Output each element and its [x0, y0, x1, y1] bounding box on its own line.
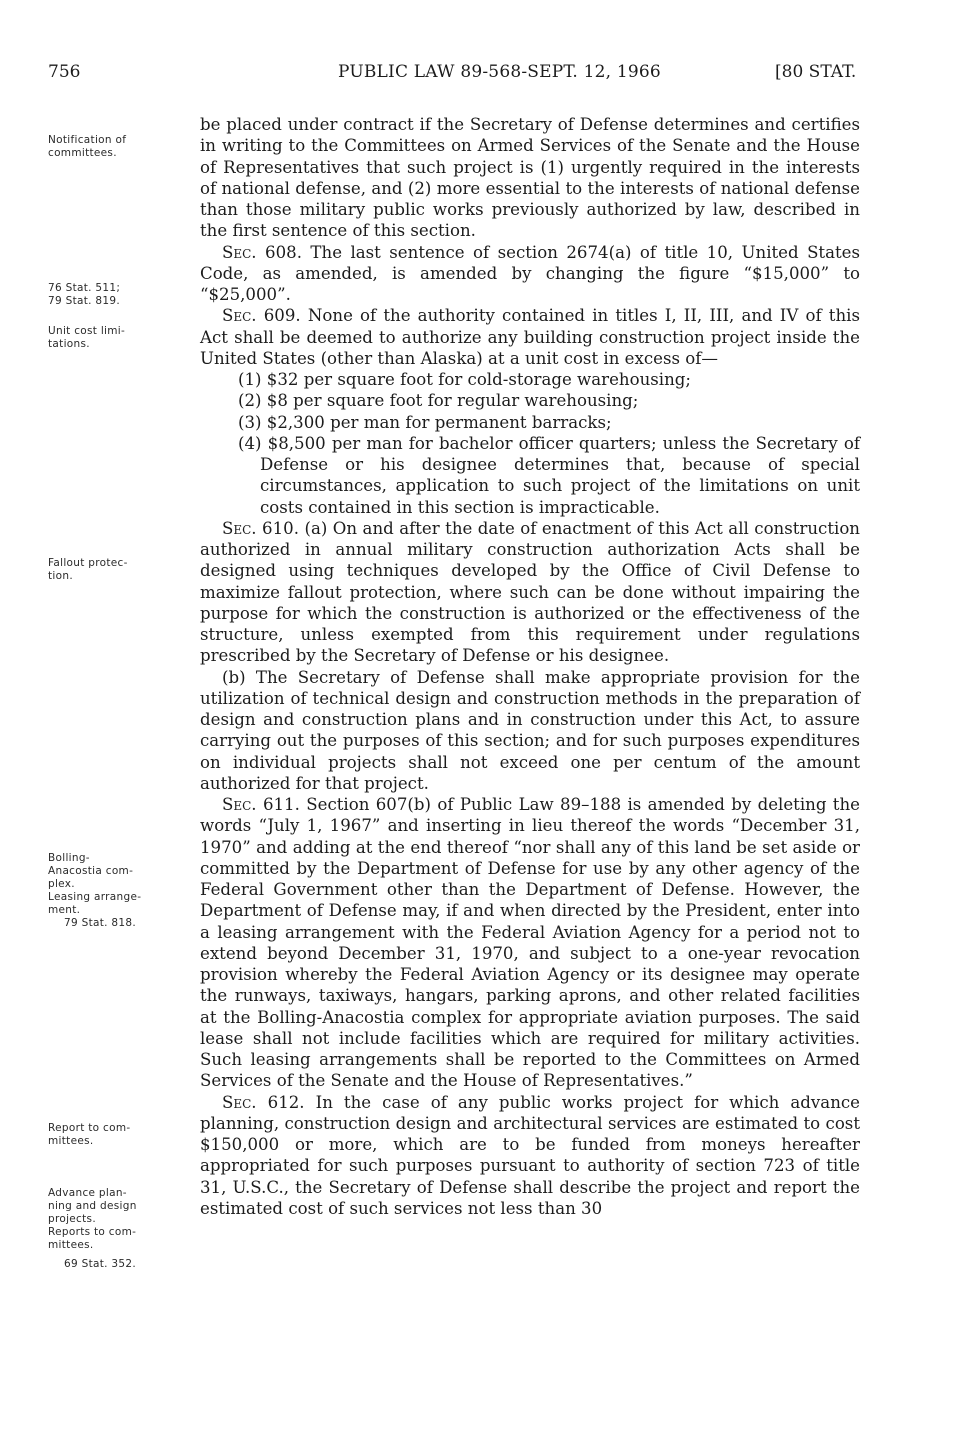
margin-note-line: mittees.	[48, 1239, 94, 1251]
margin-note-line: plex.	[48, 878, 75, 890]
margin-note-bolling-anacostia	[48, 852, 188, 930]
margin-note-line: 76 Stat. 511;	[48, 282, 121, 294]
margin-note-advance-planning	[48, 1187, 188, 1271]
section-text: None of the authority contained in titles I, II, III, and IV of this Act shall be deemed to authorize any building construction project inside the United States (other than Alaska) at a unit cost in excess of—	[200, 306, 860, 368]
statute-body	[200, 114, 860, 1219]
unit-cost-list	[200, 369, 860, 518]
margin-note-line: ning and design	[48, 1200, 137, 1212]
section-610b: (b) The Secretary of Defense shall make appropriate provision for the utilization of technical design and construction methods in the preparation of design and construction plans and in construction under this Act, to assure carrying out the purposes of this section; and for such purposes expenditures on individual projects shall not exceed one per centum of the amount authorized for that project.	[200, 667, 860, 793]
running-header	[48, 62, 868, 88]
section-text: (a) On and after the date of enactment of this Act all construction authorized in annual military construction authorization Acts shall be designed using techniques developed by the Office of Civil Defense to maximize fallout protection, where such can be done without impairing the purpose for which the construction is authorized or the effectiveness of the structure, unless exempted from this requirement under regulations prescribed by the Secretary of Defense or his designee.	[200, 518, 860, 666]
list-item: (1) $32 per square foot for cold-storage warehousing;	[238, 370, 691, 389]
list-item: (4) $8,500 per man for bachelor officer quarters; unless the Secretary of Defense or his designee determines that, because of special circumstances, application to such project of the limitations on unit costs contained in this section is impracticable.	[238, 433, 860, 517]
section-label: Sec. 608.	[222, 242, 302, 262]
margin-note-line: Anacostia com-	[48, 865, 134, 877]
margin-note-stat-citation	[48, 282, 188, 308]
law-title: PUBLIC LAW 89-568-SEPT. 12, 1966	[338, 62, 661, 82]
section-612	[200, 1092, 860, 1220]
margin-note-line: 69 Stat. 352.	[64, 1258, 136, 1270]
margin-note-unit-cost	[48, 325, 188, 351]
section-label: Sec. 611.	[222, 795, 300, 814]
margin-note-line: Fallout protec-	[48, 557, 128, 569]
margin-note-line: Leasing arrange-	[48, 891, 142, 903]
margin-note-line: tations.	[48, 338, 90, 350]
section-609	[200, 305, 860, 369]
margin-note-line: projects.	[48, 1213, 96, 1225]
section-label: Sec. 610.	[222, 518, 300, 538]
section-610a	[200, 518, 860, 667]
margin-note-line: Reports to com-	[48, 1226, 137, 1238]
margin-note-fallout	[48, 557, 188, 583]
margin-note-line: tion.	[48, 570, 73, 582]
margin-note-line: Bolling-	[48, 852, 90, 864]
margin-note-report	[48, 1122, 188, 1148]
margin-note-line: Unit cost limi-	[48, 325, 126, 337]
margin-note-line: ment.	[48, 904, 81, 916]
statute-reference: [80 STAT.	[775, 62, 857, 82]
margin-note-line: mittees.	[48, 1135, 94, 1147]
margin-note-notification	[48, 134, 188, 160]
margin-note-line: Report to com-	[48, 1122, 131, 1134]
margin-note-line: Notification of	[48, 134, 127, 146]
section-label: Sec. 609.	[222, 306, 301, 326]
section-text: In the case of any public works project for which advance planning, construction design and architectural services are estimated to cost $150,000 or more, which are to be funded from moneys hereafter appropriated for such purposes pursuant to authority of section 723 of title 31, U.S.C., the Secretary of Defense shall describe the project and report the estimated cost of such services not less than 30	[200, 1092, 860, 1218]
list-item: (3) $2,300 per man for permanent barracks;	[238, 412, 612, 432]
section-label: Sec. 612.	[222, 1092, 305, 1112]
margin-note-line: 79 Stat. 819.	[48, 295, 120, 307]
section-608	[200, 242, 860, 306]
section-611	[200, 794, 860, 1092]
list-item: (2) $8 per square foot for regular warehousing;	[238, 391, 639, 411]
paragraph-continuation: be placed under contract if the Secretary of Defense determines and certifies in writing to the Committees on Armed Services of the Senate and the House of Representatives that such project is (1) urgently required in the interests of national defense, and (2) more essential to the interests of national defense than those military public works previously authorized by law, described in the first sentence of this section.	[200, 115, 860, 241]
margin-note-line: committees.	[48, 147, 117, 159]
section-text: The last sentence of section 2674(a) of title 10, United States Code, as amended, is amended by changing the figure “$15,000” to “$25,000”.	[200, 242, 860, 304]
margin-note-line: 79 Stat. 818.	[64, 917, 136, 929]
page-number: 756	[48, 62, 81, 82]
section-text: Section 607(b) of Public Law 89–188 is amended by deleting the words “July 1, 1967” and inserting in lieu thereof the words “December 31, 1970” and adding at the end thereof “nor shall any of this land be set aside or committed by the Department of Defense for use by any other agency of the Federal Government other than the Department of Defense. However, the Department of Defense may, if and when directed by the President, enter into a leasing arrangement with the Federal Aviation Agency for a period not to extend beyond December 31, 1970, and subject to a one-year revocation provision whereby the Federal Aviation Agency or its designee may operate the runways, taxiways, hangars, parking aprons, and other related facilities at the Bolling-Anacostia complex for appropriate aviation purposes. The said lease shall not include facilities which are required for military activities. Such leasing arrangements shall be reported to the Committees on Armed Services of the Senate and the House of Representatives.”	[200, 795, 860, 1091]
margin-note-line: Advance plan-	[48, 1187, 127, 1199]
